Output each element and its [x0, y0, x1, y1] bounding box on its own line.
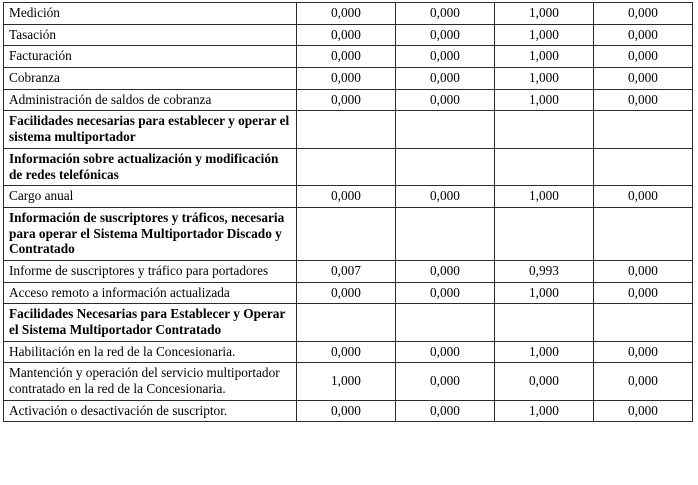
row-value-2: 0,000: [396, 89, 495, 111]
row-value-4: 0,000: [594, 186, 693, 208]
row-label: Tasación: [4, 24, 297, 46]
row-value-4: 0,000: [594, 3, 693, 25]
row-value-3: 1,000: [495, 3, 594, 25]
row-value-4: 0,000: [594, 46, 693, 68]
row-value-4: 0,000: [594, 363, 693, 400]
row-value-2: 0,000: [396, 363, 495, 400]
table-body: [4, 3, 693, 422]
row-value-1: 1,000: [297, 363, 396, 400]
row-value-1: 0,007: [297, 260, 396, 282]
row-value-3: 1,000: [495, 186, 594, 208]
row-value-2: 0,000: [396, 24, 495, 46]
row-value-2: 0,000: [396, 282, 495, 304]
row-label: Cargo anual: [4, 186, 297, 208]
row-value-4: 0,000: [594, 260, 693, 282]
table-row: [4, 89, 693, 111]
row-label: Administración de saldos de cobranza: [4, 89, 297, 111]
row-value-4: [594, 304, 693, 341]
row-value-4: 0,000: [594, 24, 693, 46]
table-row: [4, 3, 693, 25]
table-row: [4, 46, 693, 68]
row-value-2: 0,000: [396, 3, 495, 25]
row-value-3: 1,000: [495, 282, 594, 304]
row-value-1: 0,000: [297, 89, 396, 111]
row-value-1: [297, 304, 396, 341]
row-label: Facilidades Necesarias para Establecer y Operar el Sistema Multiportador Contratado: [4, 304, 297, 341]
row-value-2: [396, 111, 495, 148]
row-value-4: 0,000: [594, 400, 693, 422]
table-row: [4, 260, 693, 282]
row-label: Habilitación en la red de la Concesionaria.: [4, 341, 297, 363]
row-value-4: 0,000: [594, 89, 693, 111]
document-page: [0, 2, 698, 485]
row-value-1: 0,000: [297, 3, 396, 25]
row-value-3: 1,000: [495, 68, 594, 90]
table-row: [4, 111, 693, 148]
row-value-1: 0,000: [297, 24, 396, 46]
row-value-2: [396, 148, 495, 185]
row-label: Informe de suscriptores y tráfico para portadores: [4, 260, 297, 282]
table-row: [4, 400, 693, 422]
row-value-2: 0,000: [396, 341, 495, 363]
row-value-3: 1,000: [495, 400, 594, 422]
row-value-4: [594, 148, 693, 185]
row-value-2: 0,000: [396, 186, 495, 208]
row-value-3: [495, 304, 594, 341]
row-label: Mantención y operación del servicio multiportador contratado en la red de la Concesionaria.: [4, 363, 297, 400]
row-value-3: [495, 111, 594, 148]
row-value-1: 0,000: [297, 400, 396, 422]
row-label: Cobranza: [4, 68, 297, 90]
row-value-4: [594, 111, 693, 148]
row-value-4: 0,000: [594, 68, 693, 90]
table-row: [4, 24, 693, 46]
row-value-1: 0,000: [297, 186, 396, 208]
row-value-1: 0,000: [297, 341, 396, 363]
table-row: [4, 341, 693, 363]
row-value-1: 0,000: [297, 282, 396, 304]
row-label: Medición: [4, 3, 297, 25]
row-value-3: 0,000: [495, 363, 594, 400]
table-row: [4, 304, 693, 341]
row-value-1: [297, 111, 396, 148]
table-row: [4, 282, 693, 304]
row-value-3: 0,993: [495, 260, 594, 282]
row-value-2: 0,000: [396, 46, 495, 68]
row-label: Información sobre actualización y modificación de redes telefónicas: [4, 148, 297, 185]
row-value-4: [594, 207, 693, 260]
row-label: Información de suscriptores y tráficos, necesaria para operar el Sistema Multiportador Discado y Contratado: [4, 207, 297, 260]
row-label: Facturación: [4, 46, 297, 68]
row-value-1: 0,000: [297, 46, 396, 68]
row-value-2: [396, 207, 495, 260]
row-value-4: 0,000: [594, 341, 693, 363]
row-label: Facilidades necesarias para establecer y operar el sistema multiportador: [4, 111, 297, 148]
row-value-3: 1,000: [495, 24, 594, 46]
table-row: [4, 186, 693, 208]
table-row: [4, 148, 693, 185]
row-label: Activación o desactivación de suscriptor.: [4, 400, 297, 422]
row-label: Acceso remoto a información actualizada: [4, 282, 297, 304]
table-row: [4, 363, 693, 400]
row-value-2: 0,000: [396, 260, 495, 282]
row-value-3: 1,000: [495, 89, 594, 111]
row-value-1: [297, 207, 396, 260]
row-value-2: [396, 304, 495, 341]
table-row: [4, 207, 693, 260]
row-value-1: 0,000: [297, 68, 396, 90]
row-value-1: [297, 148, 396, 185]
row-value-3: [495, 148, 594, 185]
rate-allocation-table: [3, 2, 693, 422]
row-value-2: 0,000: [396, 400, 495, 422]
table-row: [4, 68, 693, 90]
row-value-3: [495, 207, 594, 260]
row-value-3: 1,000: [495, 341, 594, 363]
row-value-2: 0,000: [396, 68, 495, 90]
row-value-4: 0,000: [594, 282, 693, 304]
row-value-3: 1,000: [495, 46, 594, 68]
